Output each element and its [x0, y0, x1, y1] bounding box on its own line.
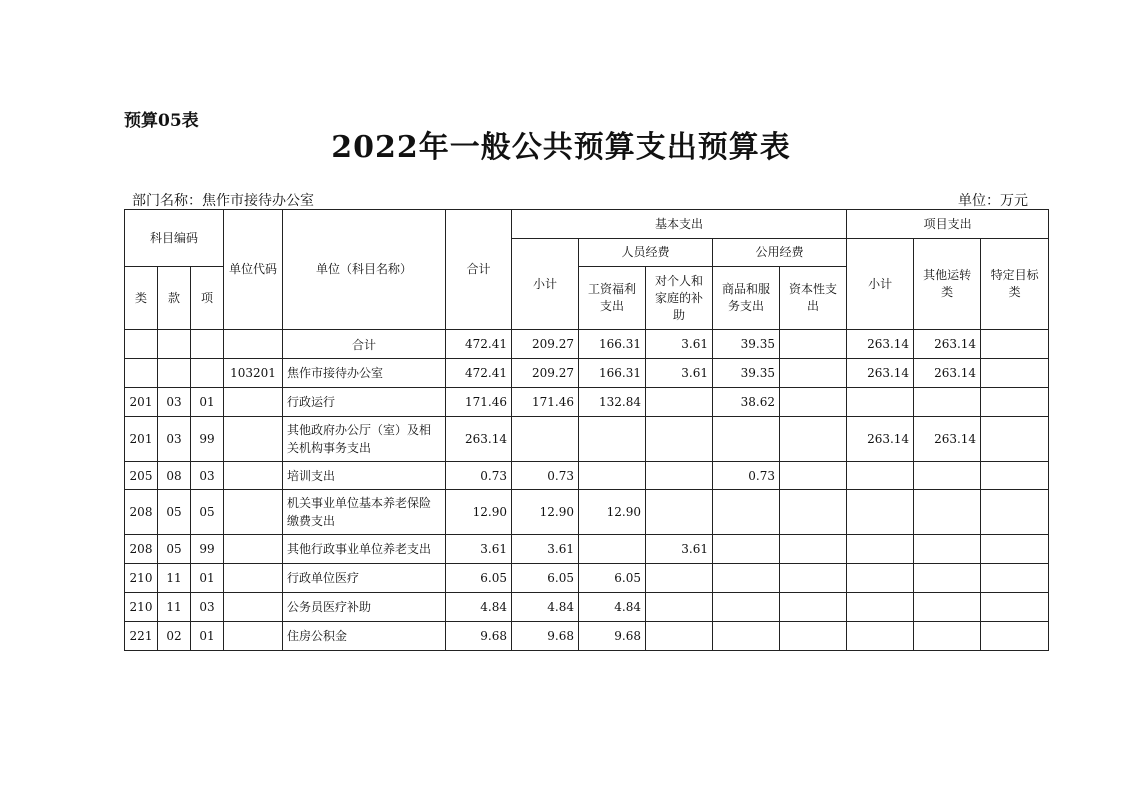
- cell-special-target: [981, 462, 1049, 490]
- cell-individual-subsidy: [646, 593, 713, 622]
- cell-unit-name: 住房公积金: [283, 622, 446, 651]
- cell-xiang: [191, 359, 224, 388]
- cell-unit-code: [224, 330, 283, 359]
- cell-project-subtotal: [847, 564, 914, 593]
- cell-total: 472.41: [446, 359, 512, 388]
- cell-capital: [780, 535, 847, 564]
- cell-other-operation: [914, 388, 981, 417]
- cell-capital: [780, 388, 847, 417]
- cell-basic-subtotal: 209.27: [512, 359, 579, 388]
- cell-basic-subtotal: 6.05: [512, 564, 579, 593]
- cell-xiang: 01: [191, 622, 224, 651]
- cell-project-subtotal: [847, 535, 914, 564]
- cell-kuan: 11: [158, 593, 191, 622]
- cell-unit-code: 103201: [224, 359, 283, 388]
- cell-special-target: [981, 564, 1049, 593]
- header-project-expense: 项目支出: [847, 210, 1049, 239]
- cell-kuan: 05: [158, 490, 191, 535]
- cell-lei: 208: [125, 535, 158, 564]
- table-row: [125, 359, 1049, 388]
- cell-individual-subsidy: [646, 622, 713, 651]
- cell-lei: 210: [125, 593, 158, 622]
- table-row: [125, 388, 1049, 417]
- table-header: [125, 210, 1049, 330]
- header-xiang: 项: [191, 267, 224, 330]
- cell-project-subtotal: [847, 462, 914, 490]
- cell-xiang: 03: [191, 462, 224, 490]
- cell-goods-services: [713, 622, 780, 651]
- cell-individual-subsidy: 3.61: [646, 535, 713, 564]
- cell-capital: [780, 359, 847, 388]
- cell-unit-code: [224, 490, 283, 535]
- cell-goods-services: 39.35: [713, 359, 780, 388]
- table-row: [125, 417, 1049, 462]
- cell-individual-subsidy: 3.61: [646, 330, 713, 359]
- cell-other-operation: [914, 564, 981, 593]
- cell-xiang: [191, 330, 224, 359]
- cell-basic-subtotal: 3.61: [512, 535, 579, 564]
- cell-lei: 201: [125, 417, 158, 462]
- cell-lei: 208: [125, 490, 158, 535]
- cell-kuan: 11: [158, 564, 191, 593]
- cell-other-operation: 263.14: [914, 330, 981, 359]
- header-individual-subsidy: 对个人和家庭的补助: [646, 267, 713, 330]
- cell-unit-code: [224, 622, 283, 651]
- cell-xiang: 99: [191, 535, 224, 564]
- cell-individual-subsidy: [646, 388, 713, 417]
- cell-basic-subtotal: 4.84: [512, 593, 579, 622]
- cell-special-target: [981, 417, 1049, 462]
- cell-wages: 9.68: [579, 622, 646, 651]
- cell-total: 9.68: [446, 622, 512, 651]
- header-personnel: 人员经费: [579, 239, 713, 267]
- header-unit-code: 单位代码: [224, 210, 283, 330]
- cell-project-subtotal: [847, 593, 914, 622]
- cell-capital: [780, 330, 847, 359]
- cell-basic-subtotal: 209.27: [512, 330, 579, 359]
- header-lei: 类: [125, 267, 158, 330]
- header-kuan: 款: [158, 267, 191, 330]
- header-basic-expense: 基本支出: [512, 210, 847, 239]
- table-body: [125, 330, 1049, 651]
- cell-other-operation: 263.14: [914, 359, 981, 388]
- cell-goods-services: [713, 593, 780, 622]
- cell-unit-code: [224, 462, 283, 490]
- cell-special-target: [981, 622, 1049, 651]
- cell-unit-code: [224, 564, 283, 593]
- cell-special-target: [981, 359, 1049, 388]
- cell-xiang: 01: [191, 388, 224, 417]
- cell-project-subtotal: 263.14: [847, 417, 914, 462]
- cell-unit-code: [224, 388, 283, 417]
- cell-other-operation: [914, 535, 981, 564]
- cell-special-target: [981, 330, 1049, 359]
- budget-table: [124, 209, 1049, 651]
- cell-wages: 166.31: [579, 330, 646, 359]
- cell-kuan: 05: [158, 535, 191, 564]
- cell-goods-services: [713, 417, 780, 462]
- table-row: [125, 564, 1049, 593]
- unit-label: 单位：万元: [958, 193, 1028, 209]
- cell-capital: [780, 490, 847, 535]
- cell-xiang: 01: [191, 564, 224, 593]
- cell-kuan: 03: [158, 417, 191, 462]
- header-capital: 资本性支出: [780, 267, 847, 330]
- cell-total: 6.05: [446, 564, 512, 593]
- cell-wages: [579, 535, 646, 564]
- cell-xiang: 99: [191, 417, 224, 462]
- table-row: [125, 622, 1049, 651]
- cell-goods-services: 38.62: [713, 388, 780, 417]
- cell-special-target: [981, 490, 1049, 535]
- page-title: 2022年一般公共预算支出预算表: [331, 130, 791, 165]
- cell-kuan: 03: [158, 388, 191, 417]
- cell-basic-subtotal: 9.68: [512, 622, 579, 651]
- cell-project-subtotal: 263.14: [847, 359, 914, 388]
- header-subject-code: 科目编码: [125, 210, 224, 267]
- cell-individual-subsidy: [646, 564, 713, 593]
- cell-total: 12.90: [446, 490, 512, 535]
- table-row: [125, 593, 1049, 622]
- cell-capital: [780, 462, 847, 490]
- cell-wages: 12.90: [579, 490, 646, 535]
- cell-unit-code: [224, 593, 283, 622]
- cell-unit-name: 行政单位医疗: [283, 564, 446, 593]
- cell-lei: 201: [125, 388, 158, 417]
- cell-unit-name: 行政运行: [283, 388, 446, 417]
- header-special-target: 特定目标类: [981, 239, 1049, 330]
- cell-individual-subsidy: [646, 462, 713, 490]
- header-unit-name: 单位（科目名称）: [283, 210, 446, 330]
- cell-kuan: 02: [158, 622, 191, 651]
- cell-capital: [780, 417, 847, 462]
- cell-total: 3.61: [446, 535, 512, 564]
- cell-wages: 6.05: [579, 564, 646, 593]
- cell-goods-services: [713, 564, 780, 593]
- cell-project-subtotal: [847, 388, 914, 417]
- cell-total: 4.84: [446, 593, 512, 622]
- cell-wages: 166.31: [579, 359, 646, 388]
- cell-special-target: [981, 593, 1049, 622]
- table-row: [125, 462, 1049, 490]
- cell-wages: [579, 417, 646, 462]
- cell-wages: 4.84: [579, 593, 646, 622]
- cell-other-operation: [914, 593, 981, 622]
- cell-total: 171.46: [446, 388, 512, 417]
- cell-kuan: [158, 359, 191, 388]
- table-row-total: [125, 330, 1049, 359]
- cell-special-target: [981, 535, 1049, 564]
- cell-total: 263.14: [446, 417, 512, 462]
- cell-goods-services: [713, 490, 780, 535]
- header-total: 合计: [446, 210, 512, 330]
- cell-unit-name: 培训支出: [283, 462, 446, 490]
- cell-unit-code: [224, 417, 283, 462]
- cell-project-subtotal: [847, 622, 914, 651]
- cell-kuan: 08: [158, 462, 191, 490]
- cell-goods-services: 39.35: [713, 330, 780, 359]
- table-row: [125, 535, 1049, 564]
- cell-total: 0.73: [446, 462, 512, 490]
- cell-basic-subtotal: 171.46: [512, 388, 579, 417]
- cell-basic-subtotal: [512, 417, 579, 462]
- department-label: 部门名称：焦作市接待办公室: [132, 193, 314, 209]
- cell-other-operation: [914, 622, 981, 651]
- cell-unit-name: 机关事业单位基本养老保险缴费支出: [283, 490, 446, 535]
- cell-other-operation: [914, 462, 981, 490]
- cell-capital: [780, 564, 847, 593]
- cell-xiang: 03: [191, 593, 224, 622]
- cell-individual-subsidy: 3.61: [646, 359, 713, 388]
- cell-lei: 205: [125, 462, 158, 490]
- cell-lei: [125, 330, 158, 359]
- header-basic-subtotal: 小计: [512, 239, 579, 330]
- cell-wages: [579, 462, 646, 490]
- cell-individual-subsidy: [646, 417, 713, 462]
- cell-project-subtotal: [847, 490, 914, 535]
- cell-basic-subtotal: 0.73: [512, 462, 579, 490]
- cell-other-operation: 263.14: [914, 417, 981, 462]
- header-other-operation: 其他运转类: [914, 239, 981, 330]
- table-row: [125, 490, 1049, 535]
- cell-basic-subtotal: 12.90: [512, 490, 579, 535]
- header-project-subtotal: 小计: [847, 239, 914, 330]
- cell-unit-code: [224, 535, 283, 564]
- cell-special-target: [981, 388, 1049, 417]
- cell-goods-services: [713, 535, 780, 564]
- cell-unit-name: 公务员医疗补助: [283, 593, 446, 622]
- cell-project-subtotal: 263.14: [847, 330, 914, 359]
- cell-goods-services: 0.73: [713, 462, 780, 490]
- form-code: 预算05表: [124, 111, 199, 131]
- cell-individual-subsidy: [646, 490, 713, 535]
- header-goods-services: 商品和服务支出: [713, 267, 780, 330]
- cell-lei: 221: [125, 622, 158, 651]
- cell-unit-name: 合计: [283, 330, 446, 359]
- cell-lei: 210: [125, 564, 158, 593]
- cell-xiang: 05: [191, 490, 224, 535]
- cell-unit-name: 焦作市接待办公室: [283, 359, 446, 388]
- cell-unit-name: 其他行政事业单位养老支出: [283, 535, 446, 564]
- cell-capital: [780, 593, 847, 622]
- cell-other-operation: [914, 490, 981, 535]
- header-wages: 工资福利支出: [579, 267, 646, 330]
- header-public: 公用经费: [713, 239, 847, 267]
- cell-kuan: [158, 330, 191, 359]
- cell-wages: 132.84: [579, 388, 646, 417]
- cell-lei: [125, 359, 158, 388]
- cell-total: 472.41: [446, 330, 512, 359]
- cell-capital: [780, 622, 847, 651]
- cell-unit-name: 其他政府办公厅（室）及相关机构事务支出: [283, 417, 446, 462]
